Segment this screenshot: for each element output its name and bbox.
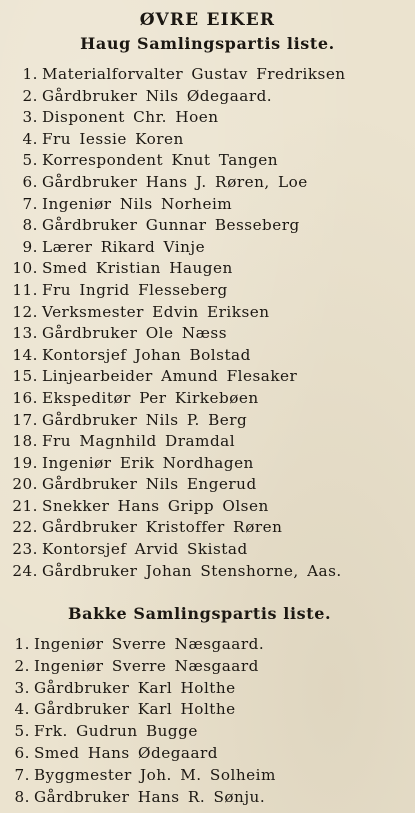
item-number: 22.: [12, 518, 38, 537]
candidate-name: Korrespondent Knut Tangen: [42, 151, 279, 170]
item-number: 21.: [12, 496, 38, 515]
item-number: 3.: [14, 678, 30, 697]
candidate-name: Gårdbruker Nils Ødegaard.: [42, 86, 273, 105]
candidate-name: Disponent Chr. Hoen: [42, 108, 219, 127]
candidate-name: Gårdbruker Gunnar Besseberg: [42, 216, 300, 235]
candidate-name: Kontorsjef Arvid Skistad: [42, 540, 248, 559]
item-number: 2.: [22, 86, 38, 105]
candidate-name: Gårdbruker Karl Holthe: [34, 678, 236, 697]
candidate-name: Gårdbruker Kristoffer Røren: [42, 518, 283, 537]
item-number: 16.: [12, 388, 38, 407]
item-number: 3.: [22, 108, 38, 127]
item-number: 6.: [14, 743, 30, 762]
item-number: 8.: [14, 787, 30, 806]
item-number: 12.: [12, 302, 38, 321]
candidate-name: Smed Hans Ødegaard: [34, 743, 219, 762]
item-number: 4.: [14, 700, 30, 719]
candidate-name: Ingeniør Erik Nordhagen: [42, 453, 254, 472]
item-number: 7.: [22, 194, 38, 213]
candidate-name: Frk. Gudrun Bugge: [34, 722, 198, 741]
candidate-name: Ekspeditør Per Kirkebøen: [42, 388, 259, 407]
item-number: 5.: [14, 722, 30, 741]
item-number: 1.: [22, 65, 38, 83]
candidate-name: Linjearbeider Amund Flesaker: [42, 367, 298, 386]
item-number: 23.: [12, 540, 38, 559]
candidate-name: Gårdbruker Ole Næss: [42, 324, 227, 343]
item-number: 4.: [22, 129, 38, 148]
candidate-name: Gårdbruker Hans R. Sønju.: [34, 787, 266, 806]
item-number: 5.: [22, 151, 38, 170]
candidate-name: Lærer Rikard Vinje: [42, 237, 206, 256]
candidate-name: Ingeniør Nils Norheim: [42, 194, 233, 213]
item-number: 1.: [14, 635, 30, 653]
candidate-name: Kontorsjef Johan Bolstad: [42, 345, 251, 364]
item-number: 11.: [12, 280, 38, 299]
bakke-list-title: Bakke Samlingspartis liste.: [68, 604, 332, 623]
candidate-name: Gårdbruker Johan Stenshorne, Aas.: [42, 561, 342, 580]
item-number: 19.: [12, 453, 38, 472]
candidate-name: Snekker Hans Gripp Olsen: [42, 496, 269, 515]
candidate-name: Materialforvalter Gustav Fredriksen: [42, 65, 346, 83]
candidate-name: Fru Magnhild Dramdal: [42, 432, 236, 451]
candidate-name: Gårdbruker Hans J. Røren, Loe: [42, 172, 308, 191]
item-number: 6.: [22, 172, 38, 191]
item-number: 15.: [12, 367, 38, 386]
item-number: 2.: [14, 656, 30, 675]
place-title: ØVRE EIKER: [139, 10, 276, 30]
candidate-name: Ingeniør Sverre Næsgaard: [34, 656, 259, 675]
item-number: 8.: [22, 216, 38, 235]
candidate-name: Fru Ingrid Flesseberg: [42, 280, 228, 299]
item-number: 24.: [12, 561, 38, 580]
item-number: 7.: [14, 765, 30, 784]
candidate-name: Verksmester Edvin Eriksen: [42, 302, 270, 321]
item-number: 10.: [12, 259, 38, 278]
candidate-name: Smed Kristian Haugen: [42, 259, 233, 278]
item-number: 9.: [22, 237, 38, 256]
candidate-name: Gårdbruker Karl Holthe: [34, 700, 236, 719]
item-number: 17.: [12, 410, 38, 429]
haug-list-title: Haug Samlingspartis liste.: [80, 34, 335, 53]
candidate-name: Ingeniør Sverre Næsgaard.: [34, 635, 265, 653]
item-number: 18.: [12, 432, 38, 451]
item-number: 20.: [12, 475, 38, 494]
candidate-name: Byggmester Joh. M. Solheim: [34, 765, 276, 784]
item-number: 13.: [12, 324, 38, 343]
candidate-name: Fru Iessie Koren: [42, 129, 184, 148]
candidate-name: Gårdbruker Nils Engerud: [42, 475, 257, 494]
candidate-name: Gårdbruker Nils P. Berg: [42, 410, 248, 429]
item-number: 14.: [12, 345, 38, 364]
